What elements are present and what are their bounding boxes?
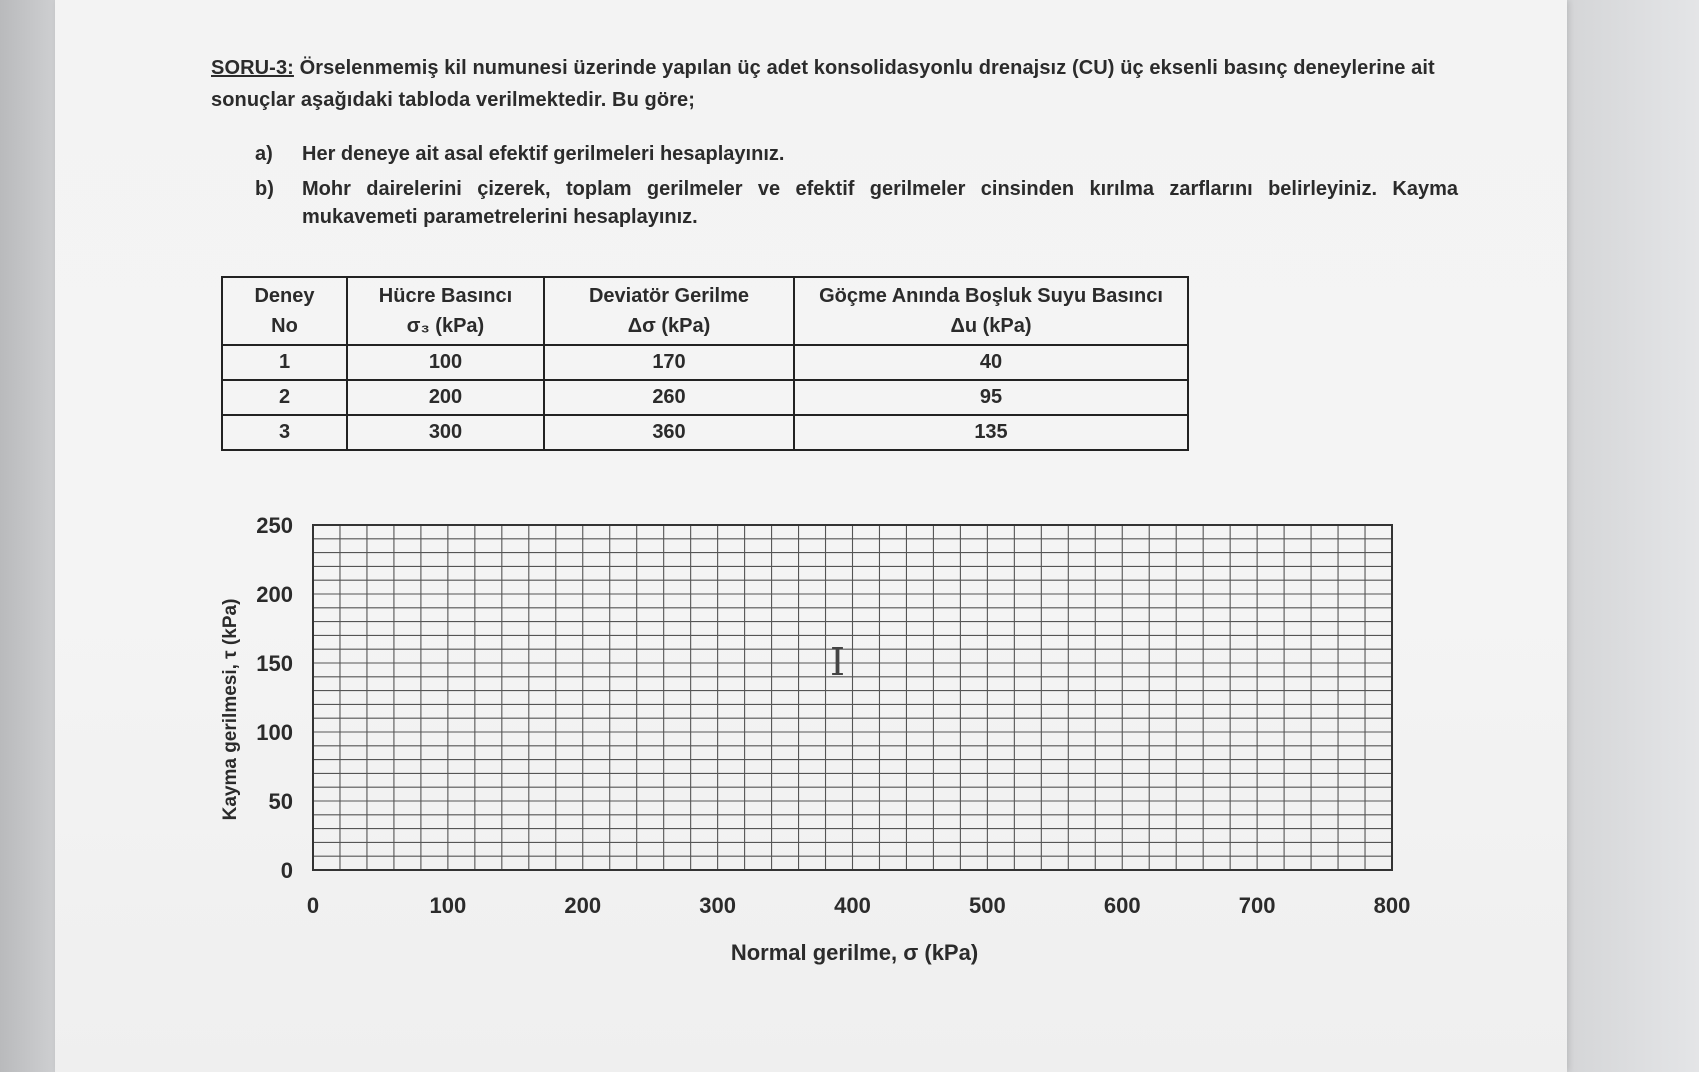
y-tick-label: 50 xyxy=(268,789,293,814)
table-header: Deney No xyxy=(222,277,347,345)
y-tick-label: 250 xyxy=(256,513,293,538)
table-cell: 360 xyxy=(544,415,794,450)
question-item-b xyxy=(255,175,1458,233)
data-table xyxy=(221,276,1189,451)
item-letter: a) xyxy=(255,143,273,165)
table-cell: 3 xyxy=(222,415,347,450)
table-cell: 1 xyxy=(222,345,347,380)
table-cell: 170 xyxy=(544,345,794,380)
table-cell: 2 xyxy=(222,380,347,415)
x-tick-label: 700 xyxy=(1238,893,1276,918)
y-tick-label: 200 xyxy=(256,582,293,607)
table-cell: 300 xyxy=(347,415,544,450)
table-header: Deviatör Gerilme Δσ (kPa) xyxy=(544,277,794,345)
x-tick-label: 0 xyxy=(306,893,320,918)
table-row xyxy=(222,380,1188,415)
x-tick-label: 600 xyxy=(1103,893,1141,918)
x-tick-label: 400 xyxy=(834,893,871,918)
table-cell: 95 xyxy=(794,380,1188,415)
background-left xyxy=(0,0,60,1072)
table-header: Göçme Anında Boşluk Suyu Basıncı Δu (kPa) xyxy=(794,277,1188,345)
table-cell: 135 xyxy=(794,415,1188,450)
background-right xyxy=(1564,0,1699,1072)
question-text: Örselenmemiş kil numunesi üzerinde yapılan üç adet konsolidasyonlu drenajsız (CU) üç eksenli basınç deneylerine ait sonuçlar aşağıdaki tabloda verilmektedir. Bu göre; xyxy=(211,57,1435,111)
item-text: Mohr dairelerini çizerek, toplam gerilmeler ve efektif gerilmeler cinsinden kırılma zarflarını belirleyiniz. Kayma mukavemeti parametrelerini hesaplayınız. xyxy=(302,178,1458,228)
x-tick-label: 300 xyxy=(699,893,736,918)
question-label: SORU-3: xyxy=(211,57,294,79)
x-tick-label: 200 xyxy=(564,893,602,918)
table-cell: 260 xyxy=(544,380,794,415)
question-item-a xyxy=(255,140,1458,170)
table-header: Hücre Basıncı σ₃ (kPa) xyxy=(347,277,544,345)
y-tick-label: 100 xyxy=(256,720,293,745)
item-text: Her deneye ait asal efektif gerilmeleri hesaplayınız. xyxy=(302,143,785,165)
y-tick-label: 150 xyxy=(256,651,293,676)
x-tick-label: 800 xyxy=(1373,893,1411,918)
y-tick-label: 0 xyxy=(280,858,293,883)
question-intro xyxy=(211,52,1461,116)
table-header-row xyxy=(222,277,1188,345)
table-cell: 200 xyxy=(347,380,544,415)
item-letter: b) xyxy=(255,178,274,200)
table-cell: 40 xyxy=(794,345,1188,380)
text-cursor-icon: I xyxy=(830,640,846,684)
y-axis-label: Kayma gerilmesi, τ (kPa) xyxy=(220,598,241,821)
table-row xyxy=(222,345,1188,380)
x-axis-label: Normal gerilme, σ (kPa) xyxy=(730,940,979,965)
x-tick-label: 100 xyxy=(429,893,467,918)
x-tick-label: 500 xyxy=(969,893,1006,918)
table-cell: 100 xyxy=(347,345,544,380)
table-row xyxy=(222,415,1188,450)
